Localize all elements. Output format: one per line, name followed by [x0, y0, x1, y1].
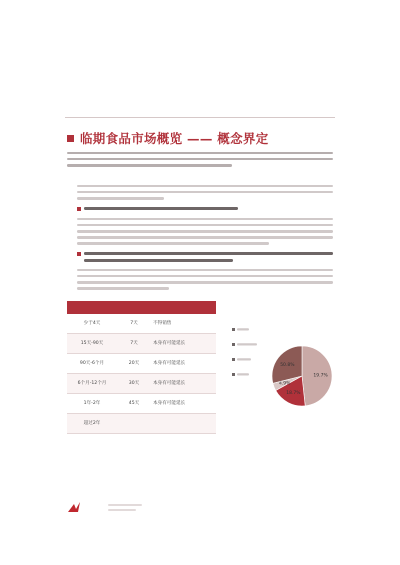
- table-header-cell: [151, 301, 216, 314]
- table-cell: 30天: [117, 374, 151, 394]
- table-cell: 本身有可能延长: [151, 334, 216, 354]
- title-marker: [67, 135, 74, 142]
- header-rule: [65, 117, 335, 118]
- table-cell: 7天: [117, 314, 151, 334]
- table-cell: 超过2年: [67, 414, 117, 434]
- table-header-cell: [117, 301, 151, 314]
- section-title: [67, 129, 269, 147]
- legend-label: [237, 328, 249, 330]
- table-cell: 45天: [117, 394, 151, 414]
- shelf-life-table: [67, 301, 216, 434]
- table-cell: 7天: [117, 334, 151, 354]
- table-cell: 90天-6个月: [67, 354, 117, 374]
- summary-paragraph: [67, 152, 333, 170]
- bullet-marker: [77, 252, 81, 256]
- table-cell: 不得销售: [151, 314, 216, 334]
- table-cell: 1年-2年: [67, 394, 117, 414]
- pie-chart: [226, 301, 340, 436]
- table-row: [67, 374, 216, 394]
- bullet-point-1: [77, 207, 333, 214]
- legend-swatch: [232, 358, 235, 361]
- bullet-marker: [77, 207, 81, 211]
- legend-label: [237, 358, 251, 360]
- pie-value-label: 50.8%: [280, 363, 295, 369]
- table-cell: 本身有可能延长: [151, 354, 216, 374]
- table-cell: 20天: [117, 354, 151, 374]
- table-row: [67, 414, 216, 434]
- legend-swatch: [232, 343, 235, 346]
- table-cell: [117, 414, 151, 434]
- table-header-row: [67, 301, 216, 314]
- bullet-point-2: [77, 252, 333, 265]
- legend-label: [237, 373, 249, 375]
- table-row: [67, 394, 216, 414]
- legend-swatch: [232, 328, 235, 331]
- footer-text: [108, 504, 142, 514]
- brand-logo-icon: [66, 500, 98, 520]
- title-text: 临期食品市场概览 —— 概念界定: [80, 131, 269, 146]
- table-row: [67, 354, 216, 374]
- legend-swatch: [232, 373, 235, 376]
- body-paragraph-2: [77, 218, 333, 248]
- pie-value-label: 4.9%: [278, 381, 291, 387]
- table-cell: 本身有可能延长: [151, 374, 216, 394]
- table-cell: 6个月-12个月: [67, 374, 117, 394]
- table-row: [67, 314, 216, 334]
- table-cell: 15天-90天: [67, 334, 117, 354]
- body-paragraph-3: [77, 269, 333, 293]
- table-cell: [151, 414, 216, 434]
- table-row: [67, 334, 216, 354]
- table-header-cell: [67, 301, 117, 314]
- intro-paragraph: [77, 185, 333, 203]
- pie-value-label: 19.7%: [313, 373, 328, 379]
- table-cell: 少于4天: [67, 314, 117, 334]
- table-cell: 本身有可能延长: [151, 394, 216, 414]
- pie-value-label: 18.7%: [286, 390, 301, 396]
- legend-label: [237, 343, 257, 345]
